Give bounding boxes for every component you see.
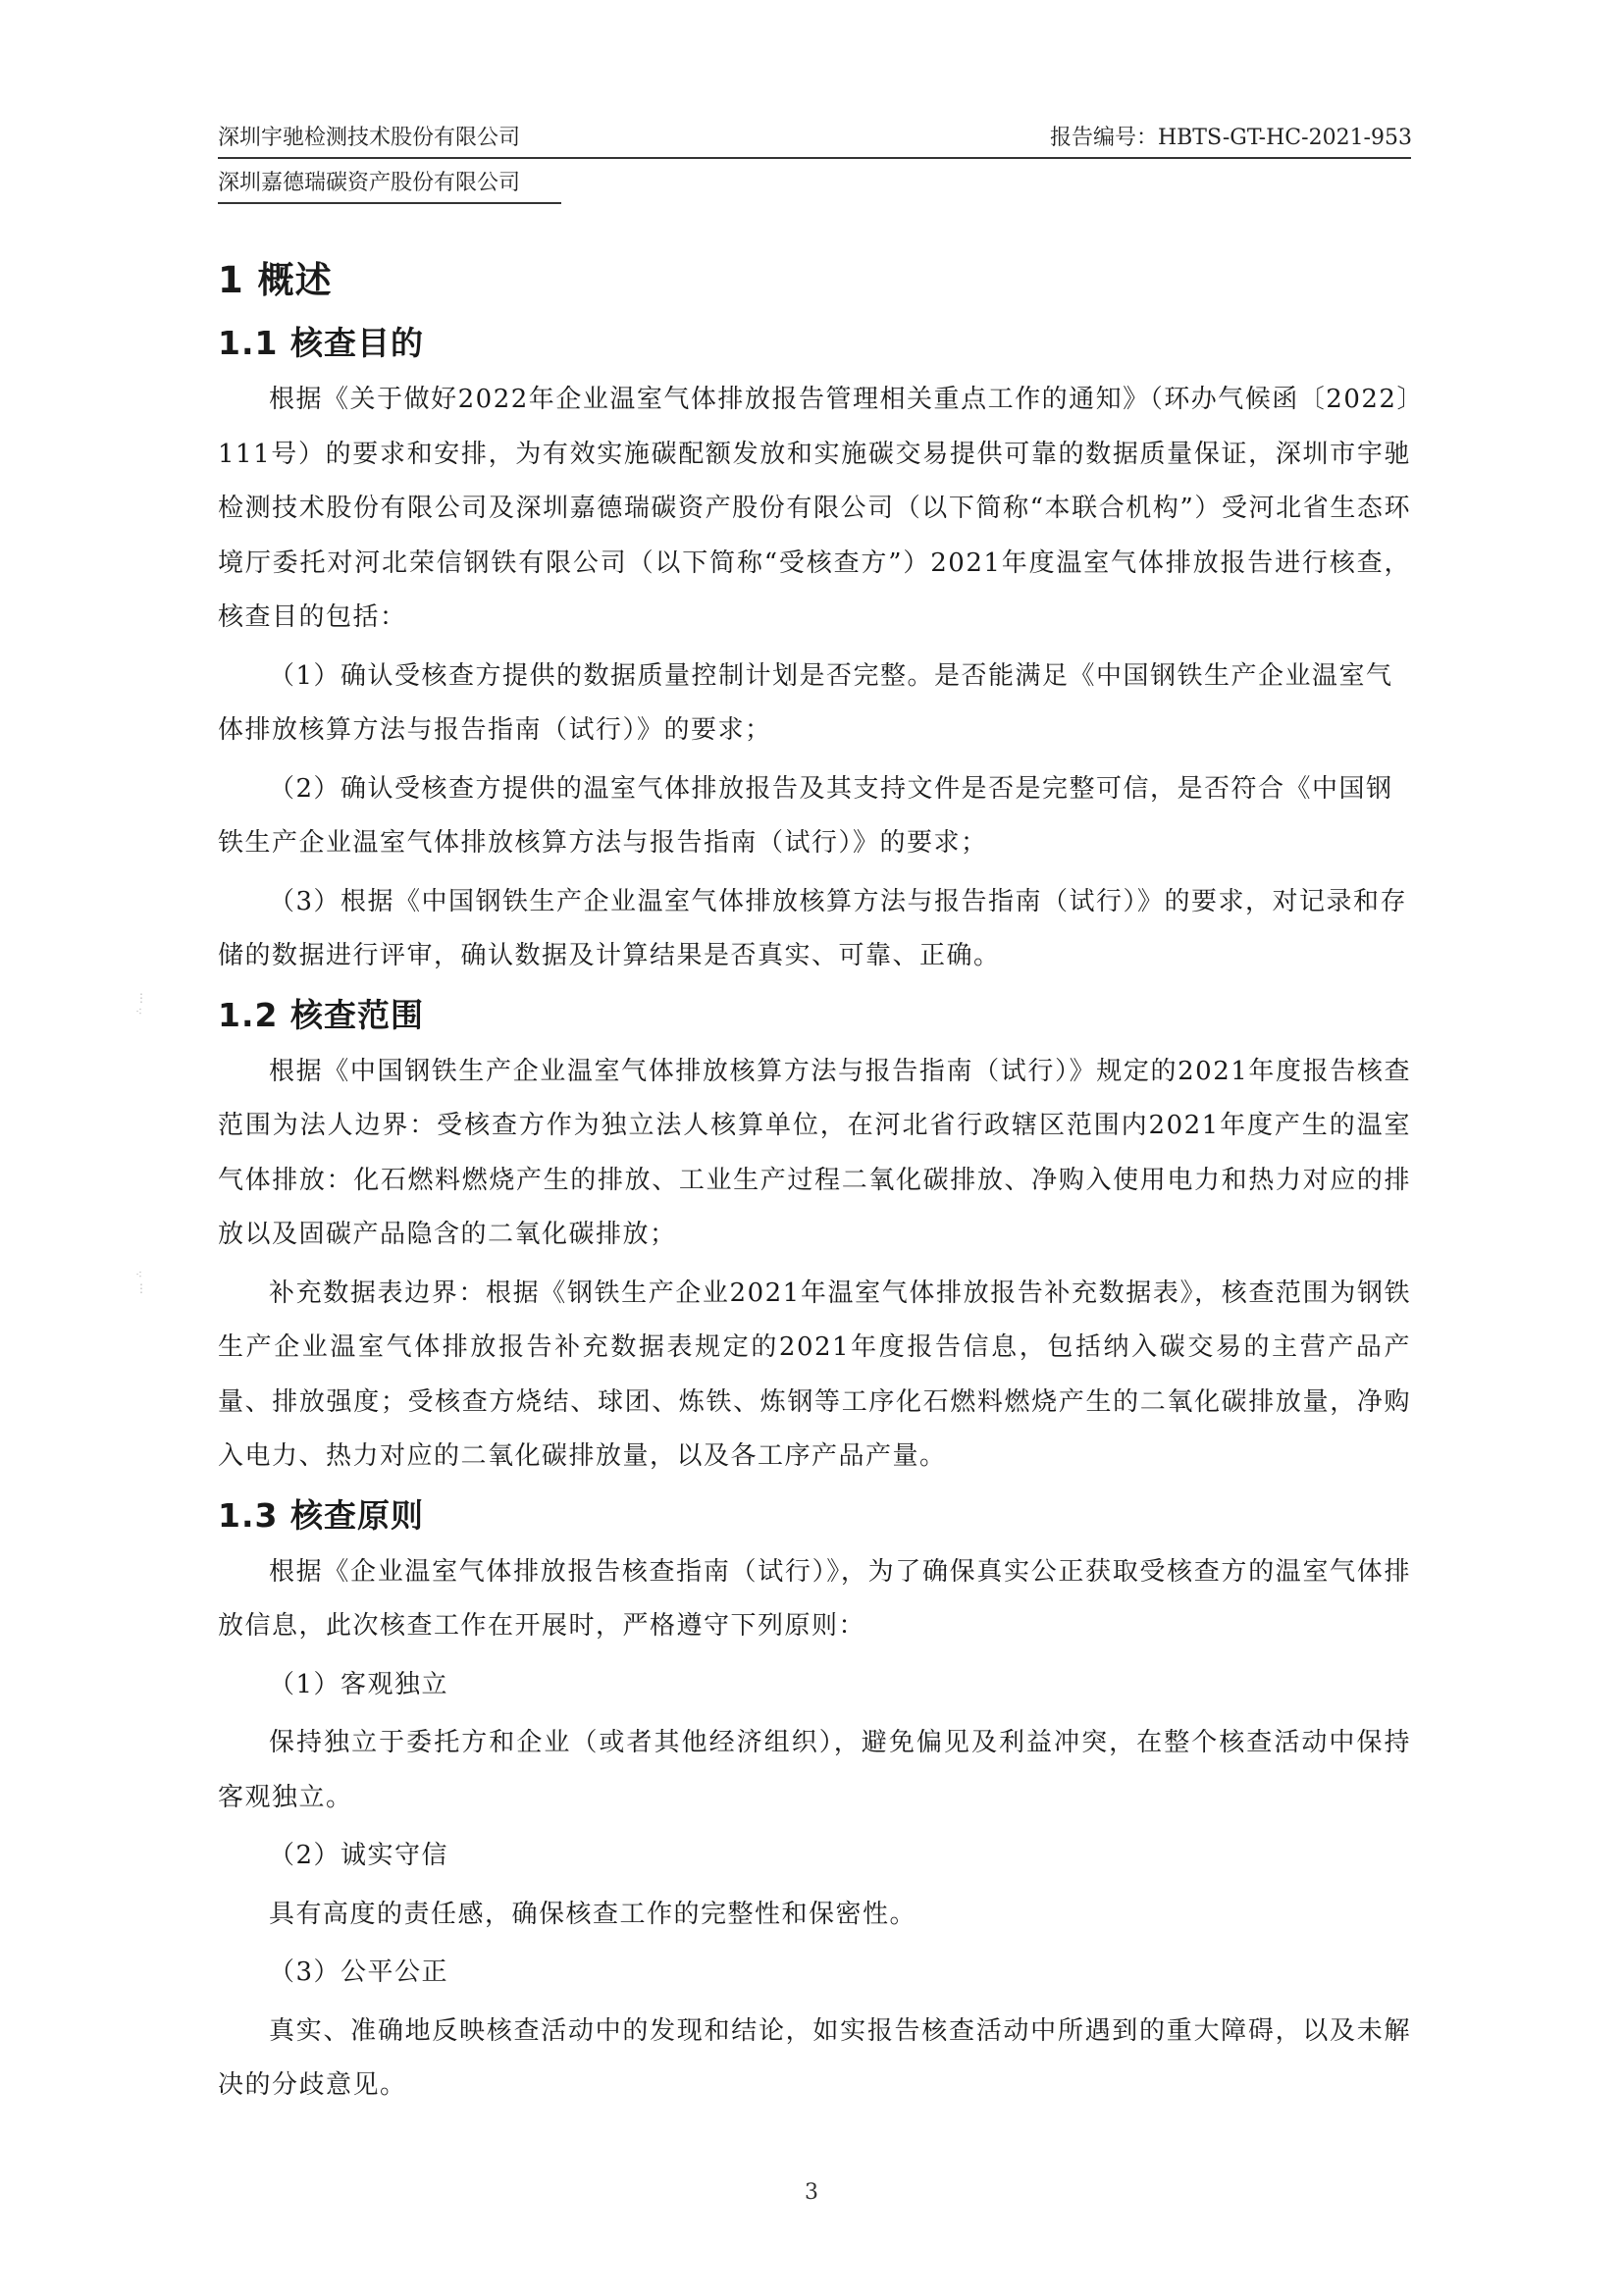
principle-3-label: （3）公平公正 bbox=[269, 1957, 449, 1987]
principle-1-label: （1）客观独立 bbox=[269, 1669, 449, 1699]
principle-3-text: 真实、准确地反映核查活动中的发现和结论，如实报告核查活动中所遇到的重大障碍，以及未解决的分歧意见。 bbox=[218, 2015, 1411, 2100]
principle-2-label: （2）诚实守信 bbox=[269, 1841, 449, 1870]
subsection-title-principles: 1.3 核查原则 bbox=[218, 1495, 424, 1535]
section-title: 1 概述 bbox=[218, 259, 333, 301]
purpose-item-3: （3）根据《中国钢铁生产企业温室气体排放核算方法与报告指南（试行）》的要求，对记录和存储的数据进行评审，确认数据及计算结果是否真实、可靠、正确。 bbox=[218, 886, 1408, 970]
header-report-number: 报告编号：HBTS-GT-HC-2021-953 bbox=[1049, 126, 1412, 150]
purpose-item-1: （1）确认受核查方提供的数据质量控制计划是否完整。是否能满足《中国钢铁生产企业温室气体排放核算方法与报告指南（试行）》的要求； bbox=[218, 660, 1393, 745]
purpose-item-2: （2）确认受核查方提供的温室气体排放报告及其支持文件是否是完整可信，是否符合《中国钢铁生产企业温室气体排放核算方法与报告指南（试行）》的要求； bbox=[218, 773, 1393, 858]
header-company-1: 深圳宇驰检测技术股份有限公司 bbox=[218, 126, 521, 150]
scope-paragraph-2: 补充数据表边界：根据《钢铁生产企业2021年温室气体排放报告补充数据表》，核查范围为钢铁生产企业温室气体排放报告补充数据表规定的2021年度报告信息，包括纳入碳交易的主营产品产量、排放强度；受核查方烧结、球团、炼铁、炼钢等工序化石燃料燃烧产生的二氧化碳排放量，净购入电力、热力对应的二氧化碳排放量，以及各工序产品产量。 bbox=[218, 1278, 1411, 1471]
subsection-title-scope: 1.2 核查范围 bbox=[218, 995, 424, 1034]
scan-artifact: ⁖ ⋮ bbox=[135, 1268, 147, 1295]
principle-1-text: 保持独立于委托方和企业（或者其他经济组织），避免偏见及利益冲突，在整个核查活动中保持客观独立。 bbox=[218, 1728, 1411, 1812]
scope-paragraph-1: 根据《中国钢铁生产企业温室气体排放核算方法与报告指南（试行）》规定的2021年度报告核查范围为法人边界：受核查方作为独立法人核算单位，在河北省行政辖区范围内2021年度产生的温室气体排放：化石燃料燃烧产生的排放、工业生产过程二氧化碳排放、净购入使用电力和热力对应的排放以及固碳产品隐含的二氧化碳排放； bbox=[218, 1056, 1411, 1249]
header-rule bbox=[218, 157, 1411, 159]
subsection-title-purpose: 1.1 核查目的 bbox=[218, 324, 424, 362]
purpose-intro: 根据《关于做好2022年企业温室气体排放报告管理相关重点工作的通知》（环办气候函〔2022〕111号）的要求和安排，为有效实施碳配额发放和实施碳交易提供可靠的数据质量保证，深圳市宇驰检测技术股份有限公司及深圳嘉德瑞碳资产股份有限公司（以下简称“本联合机构”）受河北省生态环境厅委托对河北荣信钢铁有限公司（以下简称“受核查方”）2021年度温室气体排放报告进行核查，核查目的包括： bbox=[218, 385, 1411, 632]
header-company-2: 深圳嘉德瑞碳资产股份有限公司 bbox=[218, 171, 521, 195]
page-number: 3 bbox=[805, 2180, 818, 2205]
principles-intro: 根据《企业温室气体排放报告核查指南（试行）》，为了确保真实公正获取受核查方的温室气体排放信息，此次核查工作在开展时，严格遵守下列原则： bbox=[218, 1556, 1411, 1641]
main-content bbox=[218, 243, 1411, 2117]
principle-2-text: 具有高度的责任感，确保核查工作的完整性和保密性。 bbox=[269, 1899, 917, 1929]
header-rule-short bbox=[218, 202, 561, 204]
scan-artifact: ⋮ ⁖ bbox=[135, 991, 147, 1018]
